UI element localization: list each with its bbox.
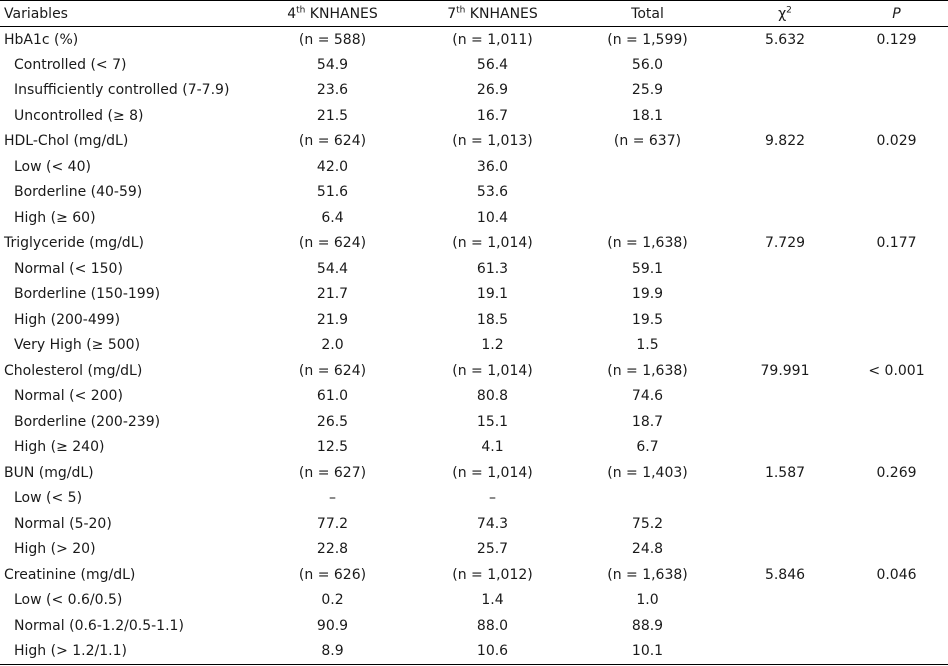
cell-4th-knhanes: 77.2 bbox=[316, 515, 349, 532]
cell-7th-knhanes: 1.2 bbox=[481, 337, 504, 354]
cell-chi-square bbox=[725, 103, 845, 129]
cell-total: 10.1 bbox=[570, 639, 725, 665]
cell-4th-knhanes: 2.0 bbox=[321, 337, 344, 354]
cell-total: 56.0 bbox=[631, 56, 664, 73]
table-row-subcategory bbox=[0, 282, 948, 308]
cell-4th-knhanes: 21.9 bbox=[316, 311, 349, 328]
cell-p-value bbox=[845, 486, 948, 512]
cell-7th-knhanes: 4.1 bbox=[481, 439, 504, 456]
header-7th-post: KNHANES bbox=[465, 5, 538, 22]
cell-chi-square bbox=[725, 588, 845, 614]
cell-p-value bbox=[845, 256, 948, 282]
cell-4th-knhanes: 12.5 bbox=[316, 439, 349, 456]
table-row-subcategory bbox=[0, 409, 948, 435]
cell-4th-knhanes: 23.6 bbox=[316, 82, 349, 99]
table-row-variable bbox=[0, 460, 948, 486]
cell-4th-knhanes: 22.8 bbox=[316, 541, 349, 558]
header-7th-sup: th bbox=[456, 4, 466, 15]
cell-chi-square bbox=[725, 409, 845, 435]
header-chi-square bbox=[725, 1, 845, 27]
cell-total bbox=[570, 154, 725, 180]
table-row-subcategory bbox=[0, 537, 948, 563]
cell-chi-square: 7.729 bbox=[764, 235, 806, 252]
row-label: Borderline (40-59) bbox=[14, 184, 143, 201]
cell-4th-knhanes: (n = 627) bbox=[298, 464, 367, 481]
table-row-subcategory bbox=[0, 588, 948, 614]
cell-7th-knhanes: 56.4 bbox=[476, 56, 509, 73]
row-label: BUN (mg/dL) bbox=[4, 464, 94, 481]
row-label: Normal (0.6-1.2/0.5-1.1) bbox=[14, 617, 184, 634]
table-row-subcategory bbox=[0, 78, 948, 104]
cell-total bbox=[570, 486, 725, 512]
cell-7th-knhanes: (n = 1,014) bbox=[452, 235, 533, 252]
cell-chi-square bbox=[725, 154, 845, 180]
header-4th-sup: th bbox=[296, 4, 306, 15]
cell-p-value: < 0.001 bbox=[868, 362, 925, 379]
cell-p-value bbox=[845, 639, 948, 665]
header-4th-knhanes bbox=[250, 1, 415, 27]
cell-chi-square bbox=[725, 180, 845, 206]
cell-4th-knhanes: 90.9 bbox=[316, 617, 349, 634]
row-label: Uncontrolled (≥ 8) bbox=[14, 107, 144, 124]
cell-total: 25.9 bbox=[631, 82, 664, 99]
row-label: High (≥ 60) bbox=[14, 209, 96, 226]
cell-4th-knhanes: 0.2 bbox=[321, 592, 344, 609]
row-label: Insufficiently controlled (7-7.9) bbox=[14, 82, 230, 99]
cell-p-value bbox=[845, 103, 948, 129]
cell-p-value bbox=[845, 154, 948, 180]
cell-total: 1.5 bbox=[636, 337, 659, 354]
cell-p-value bbox=[845, 537, 948, 563]
table-row-subcategory bbox=[0, 205, 948, 231]
cell-p-value: 0.269 bbox=[876, 464, 917, 481]
row-label: Triglyceride (mg/dL) bbox=[4, 235, 144, 252]
cell-4th-knhanes: 61.0 bbox=[316, 388, 349, 405]
row-label: HbA1c (%) bbox=[4, 31, 79, 48]
cell-7th-knhanes: 18.5 bbox=[476, 311, 509, 328]
cell-total: (n = 1,638) bbox=[607, 235, 688, 252]
cell-p-value bbox=[845, 613, 948, 639]
table-body bbox=[0, 27, 948, 665]
header-variables: Variables bbox=[0, 1, 250, 27]
row-label: Low (< 40) bbox=[14, 158, 91, 175]
table-row-subcategory bbox=[0, 511, 948, 537]
cell-7th-knhanes: (n = 1,013) bbox=[452, 133, 533, 150]
cell-p-value bbox=[845, 78, 948, 104]
table-row-variable bbox=[0, 358, 948, 384]
header-row bbox=[0, 1, 948, 27]
header-4th-pre: 4 bbox=[287, 5, 297, 22]
cell-7th-knhanes: 16.7 bbox=[476, 107, 509, 124]
header-total: Total bbox=[570, 1, 725, 27]
table-row-subcategory bbox=[0, 52, 948, 78]
cell-7th-knhanes: (n = 1,014) bbox=[452, 464, 533, 481]
cell-7th-knhanes: 10.6 bbox=[415, 639, 570, 665]
cell-p-value: 0.046 bbox=[876, 566, 917, 583]
cell-4th-knhanes: 26.5 bbox=[316, 413, 349, 430]
table-row-subcategory bbox=[0, 333, 948, 359]
cell-total: 19.5 bbox=[631, 311, 664, 328]
row-label: Creatinine (mg/dL) bbox=[4, 566, 136, 583]
cell-4th-knhanes: 54.9 bbox=[316, 56, 349, 73]
cell-4th-knhanes: (n = 624) bbox=[298, 362, 367, 379]
cell-7th-knhanes: 15.1 bbox=[476, 413, 509, 430]
cell-chi-square bbox=[725, 639, 845, 665]
header-4th-post: KNHANES bbox=[305, 5, 378, 22]
table-row-subcategory bbox=[0, 256, 948, 282]
table-row-subcategory bbox=[0, 486, 948, 512]
header-7th-knhanes bbox=[415, 1, 570, 27]
cell-total: 19.9 bbox=[631, 286, 664, 303]
cell-4th-knhanes: (n = 624) bbox=[298, 235, 367, 252]
cell-7th-knhanes: 25.7 bbox=[476, 541, 509, 558]
cell-p-value: 0.029 bbox=[876, 133, 917, 150]
row-label: Normal (< 200) bbox=[14, 388, 123, 405]
cell-7th-knhanes: 53.6 bbox=[476, 184, 509, 201]
cell-7th-knhanes: (n = 1,014) bbox=[452, 362, 533, 379]
cell-chi-square bbox=[725, 384, 845, 410]
row-label: High (> 1.2/1.1) bbox=[0, 639, 250, 665]
cell-p-value bbox=[845, 52, 948, 78]
cell-total bbox=[570, 205, 725, 231]
cell-p-value bbox=[845, 205, 948, 231]
cell-p-value: 0.129 bbox=[876, 31, 917, 48]
cell-total: 74.6 bbox=[631, 388, 664, 405]
row-label: Low (< 5) bbox=[14, 490, 83, 507]
cell-p-value bbox=[845, 435, 948, 461]
cell-7th-knhanes: 36.0 bbox=[476, 158, 509, 175]
cell-chi-square bbox=[725, 307, 845, 333]
cell-total: 24.8 bbox=[631, 541, 664, 558]
cell-p-value bbox=[845, 307, 948, 333]
cell-total: 75.2 bbox=[631, 515, 664, 532]
header-p-value: P bbox=[845, 1, 948, 27]
cell-4th-knhanes: 6.4 bbox=[321, 209, 344, 226]
cell-total: 59.1 bbox=[631, 260, 664, 277]
cell-total: (n = 1,403) bbox=[607, 464, 688, 481]
row-label: Controlled (< 7) bbox=[14, 56, 127, 73]
table-row-subcategory bbox=[0, 307, 948, 333]
table-row-variable bbox=[0, 231, 948, 257]
row-label: High (> 20) bbox=[14, 541, 96, 558]
cell-7th-knhanes: 10.4 bbox=[476, 209, 509, 226]
header-chi-base: χ bbox=[778, 5, 787, 22]
cell-7th-knhanes: 19.1 bbox=[476, 286, 509, 303]
header-7th-pre: 7 bbox=[447, 5, 457, 22]
cell-p-value bbox=[845, 333, 948, 359]
row-label: Low (< 0.6/0.5) bbox=[14, 592, 123, 609]
cell-total: 1.0 bbox=[636, 592, 659, 609]
cell-chi-square: 79.991 bbox=[760, 362, 810, 379]
cell-chi-square bbox=[725, 333, 845, 359]
row-label: Borderline (200-239) bbox=[14, 413, 161, 430]
cell-chi-square bbox=[725, 205, 845, 231]
cell-total: (n = 637) bbox=[613, 133, 682, 150]
cell-chi-square: 5.632 bbox=[764, 31, 806, 48]
cell-p-value bbox=[845, 511, 948, 537]
cell-chi-square bbox=[725, 613, 845, 639]
table-row-subcategory bbox=[0, 103, 948, 129]
table-row-variable bbox=[0, 129, 948, 155]
cell-7th-knhanes: 88.0 bbox=[476, 617, 509, 634]
cell-7th-knhanes: 26.9 bbox=[476, 82, 509, 99]
cell-4th-knhanes: 21.5 bbox=[316, 107, 349, 124]
cell-7th-knhanes: 74.3 bbox=[476, 515, 509, 532]
cell-chi-square bbox=[725, 537, 845, 563]
cell-p-value bbox=[845, 384, 948, 410]
cell-7th-knhanes: 61.3 bbox=[476, 260, 509, 277]
row-label: High (200-499) bbox=[14, 311, 121, 328]
cell-p-value: 0.177 bbox=[876, 235, 917, 252]
table-row-subcategory bbox=[0, 154, 948, 180]
cell-4th-knhanes: (n = 626) bbox=[298, 566, 367, 583]
cell-chi-square bbox=[725, 511, 845, 537]
row-label: Very High (≥ 500) bbox=[14, 337, 141, 354]
cell-p-value bbox=[845, 409, 948, 435]
table-header bbox=[0, 1, 948, 27]
cell-p-value bbox=[845, 282, 948, 308]
cell-4th-knhanes: (n = 624) bbox=[298, 133, 367, 150]
table-row-subcategory bbox=[0, 639, 948, 665]
row-label: Borderline (150-199) bbox=[14, 286, 161, 303]
table-row-variable bbox=[0, 562, 948, 588]
table-row-subcategory bbox=[0, 435, 948, 461]
cell-p-value bbox=[845, 588, 948, 614]
cell-4th-knhanes: – bbox=[329, 490, 336, 507]
cell-7th-knhanes: (n = 1,012) bbox=[452, 566, 533, 583]
cell-4th-knhanes: 54.4 bbox=[316, 260, 349, 277]
cell-chi-square bbox=[725, 256, 845, 282]
row-label: Normal (5-20) bbox=[14, 515, 112, 532]
cell-7th-knhanes: 80.8 bbox=[476, 388, 509, 405]
cell-total: 6.7 bbox=[636, 439, 659, 456]
table-row-subcategory bbox=[0, 180, 948, 206]
cell-total: (n = 1,638) bbox=[607, 566, 688, 583]
cell-chi-square: 5.846 bbox=[764, 566, 806, 583]
cell-p-value bbox=[845, 180, 948, 206]
row-label: Cholesterol (mg/dL) bbox=[4, 362, 143, 379]
row-label: High (≥ 240) bbox=[14, 439, 105, 456]
table-row-variable bbox=[0, 27, 948, 53]
cell-chi-square bbox=[725, 52, 845, 78]
cell-total: (n = 1,638) bbox=[607, 362, 688, 379]
cell-total: 18.1 bbox=[631, 107, 664, 124]
cell-4th-knhanes: (n = 588) bbox=[298, 31, 367, 48]
header-chi-sup: 2 bbox=[786, 4, 792, 15]
cell-total: 18.7 bbox=[631, 413, 664, 430]
row-label: HDL-Chol (mg/dL) bbox=[4, 133, 129, 150]
cell-chi-square bbox=[725, 435, 845, 461]
cell-4th-knhanes: 51.6 bbox=[316, 184, 349, 201]
cell-4th-knhanes: 42.0 bbox=[316, 158, 349, 175]
cell-7th-knhanes: 1.4 bbox=[481, 592, 504, 609]
table-row-subcategory bbox=[0, 384, 948, 410]
cell-chi-square: 1.587 bbox=[764, 464, 806, 481]
cell-chi-square bbox=[725, 78, 845, 104]
cell-total: (n = 1,599) bbox=[607, 31, 688, 48]
cell-chi-square: 9.822 bbox=[764, 133, 806, 150]
cell-chi-square bbox=[725, 486, 845, 512]
cell-total: 88.9 bbox=[631, 617, 664, 634]
cell-7th-knhanes: (n = 1,011) bbox=[452, 31, 533, 48]
row-label: Normal (< 150) bbox=[14, 260, 123, 277]
cell-total bbox=[570, 180, 725, 206]
table-row-subcategory bbox=[0, 613, 948, 639]
cell-4th-knhanes: 8.9 bbox=[250, 639, 415, 665]
cell-4th-knhanes: 21.7 bbox=[316, 286, 349, 303]
cell-7th-knhanes: – bbox=[489, 490, 496, 507]
cell-chi-square bbox=[725, 282, 845, 308]
